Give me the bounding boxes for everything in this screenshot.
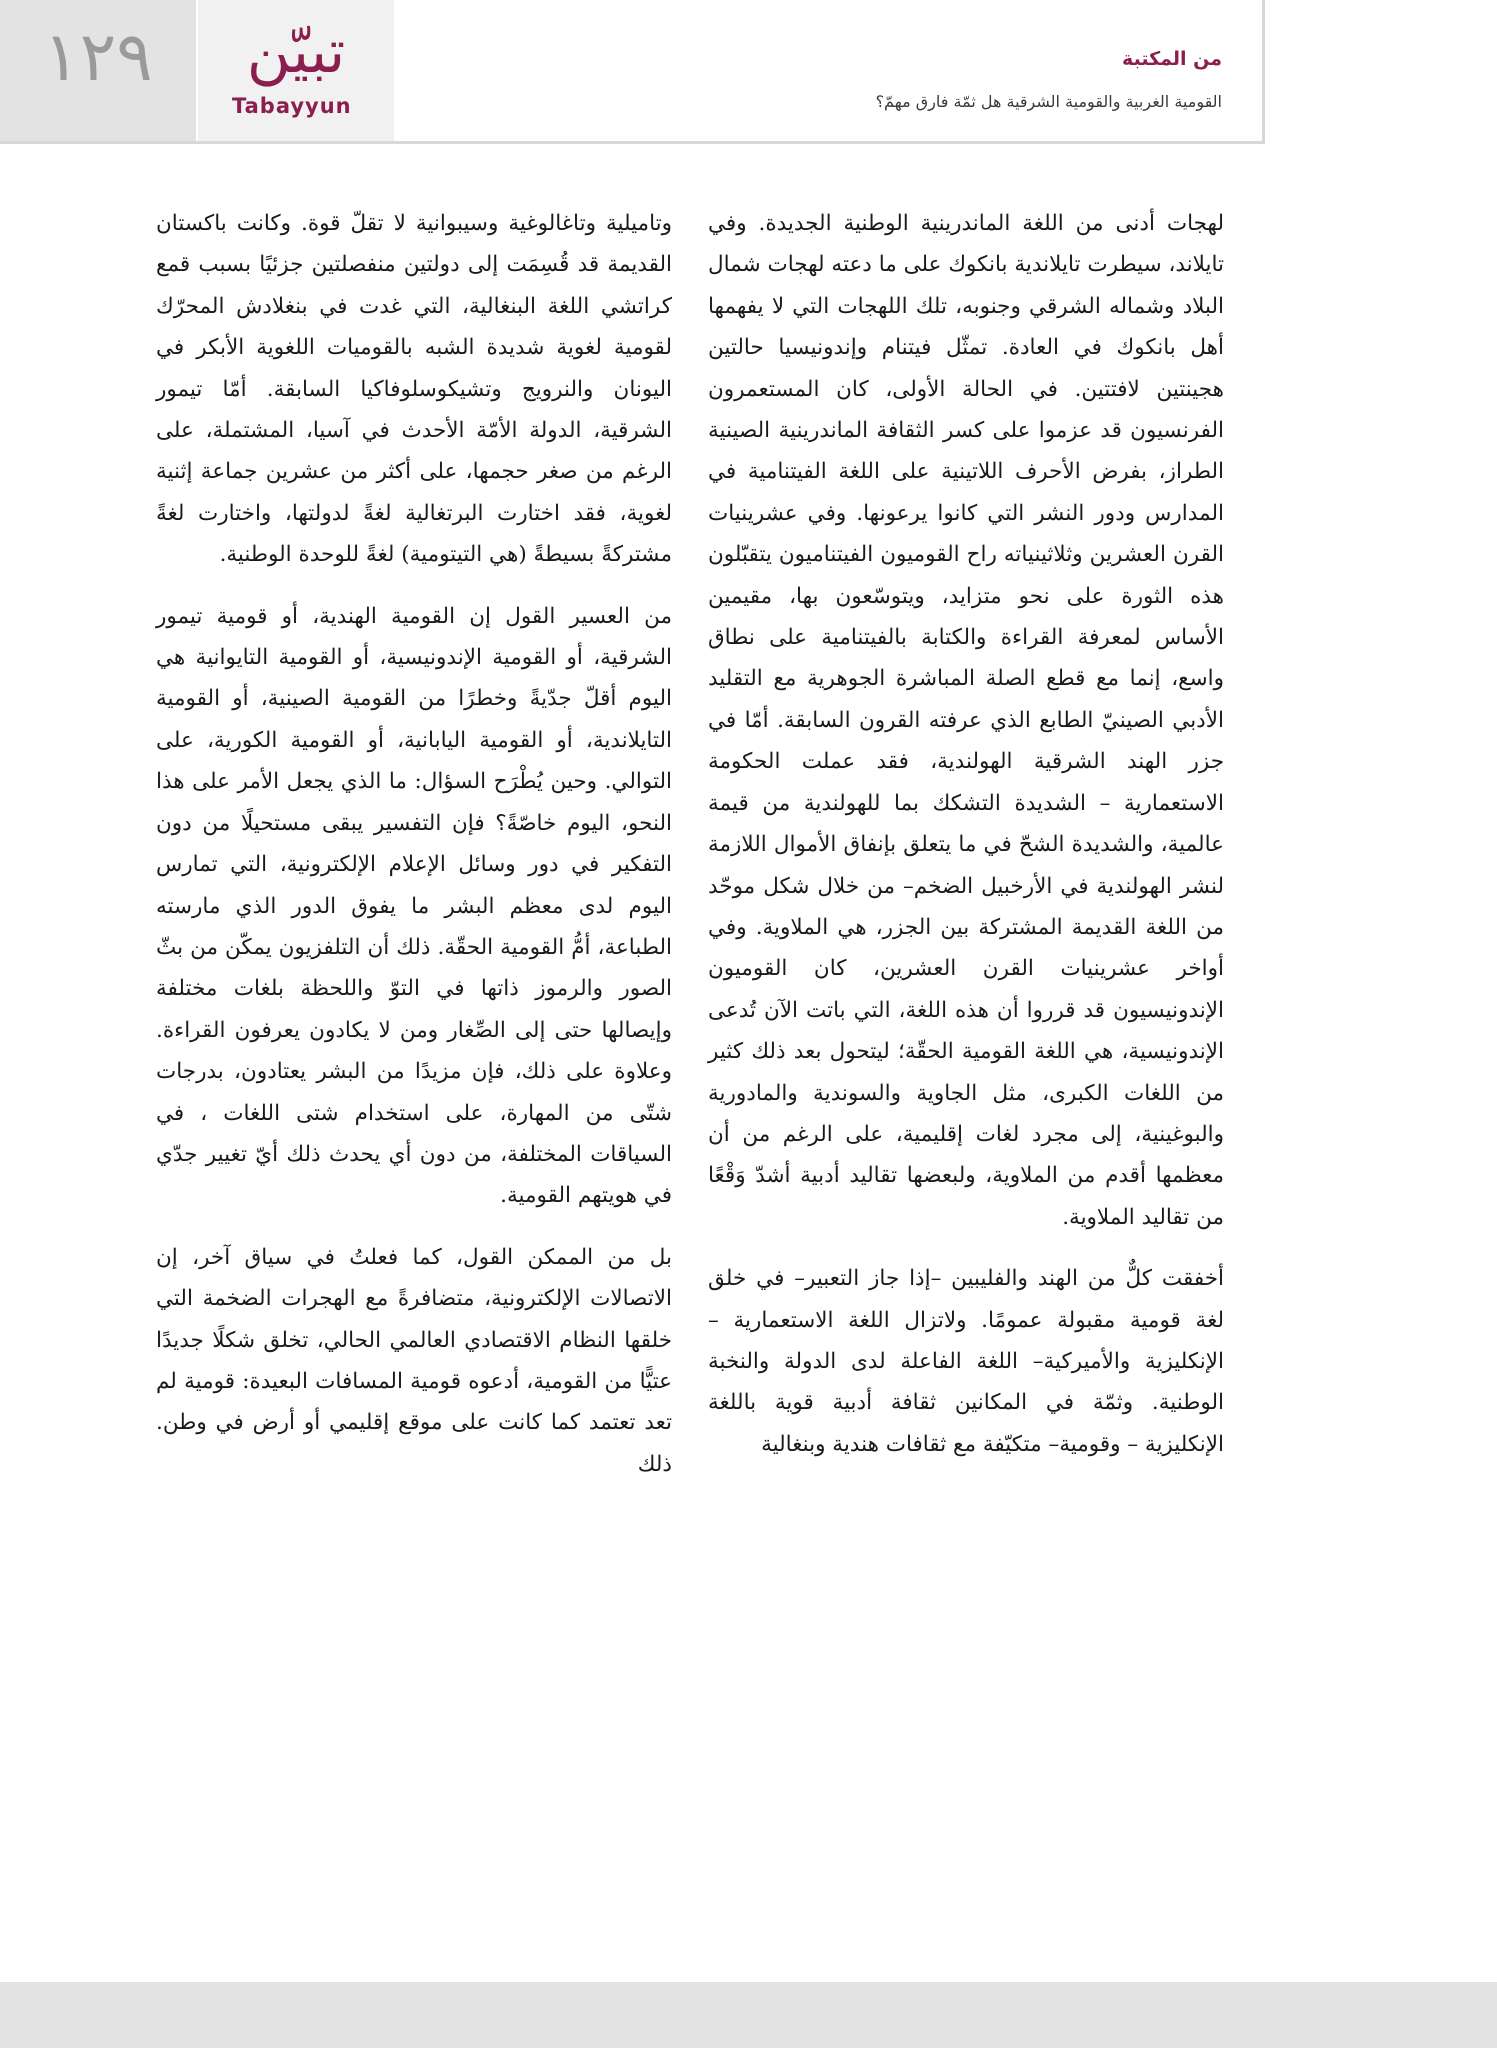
page-number: ١٢٩ — [43, 18, 153, 97]
page-number-box — [0, 0, 196, 142]
section-label: من المكتبة — [1122, 48, 1222, 70]
article-title: القومية الغربية والقومية الشرقية هل ثمّة فارق مهمّ؟ — [875, 92, 1222, 111]
logo-latin-wordmark: Tabayyun — [232, 94, 352, 118]
paragraph: أخفقت كلٌّ من الهند والفليبين –إذا جاز التعبير– في خلق لغة قومية مقبولة عمومًا. ولاتزال اللغة الاستعمارية – الإنكليزية والأميركية– اللغة الفاعلة لدى الدولة والنخبة الوطنية. وثمّة في المكانين ثقافة أدبية قوية باللغة الإنكليزية – وقومية– متكيّفة مع ثقافات هندية وبنغالية — [708, 1266, 1224, 1457]
paragraph: وتاميلية وتاغالوغية وسيبوانية لا تقلّ قوة. وكانت باكستان القديمة قد قُسِمَت إلى دولتين منفصلتين جزئيًا بسبب قمع كراتشي اللغة البنغالية، التي غدت في بنغلادش المحرّك لقومية لغوية شديدة الشبه بالقوميات اللغوية الأبكر في اليونان والنرويج وتشيكوسلوفاكيا السابقة. أمّا تيمور الشرقية، الدولة الأمّة الأحدث في آسيا، المشتملة، على الرغم من صغر حجمها، على أكثر من عشرين جماعة إثنية لغوية، فقد اختارت البرتغالية لغةً لدولتها، واختارت لغةً مشتركةً بسيطةً (هي التيتومية) لغةً للوحدة الوطنية. — [156, 211, 672, 568]
paragraph: من العسير القول إن القومية الهندية، أو قومية تيمور الشرقية، أو القومية الإندونيسية، أو القومية التايوانية هي اليوم أقلّ جدّيةً وخطرًا من القومية الصينية، أو القومية التايلاندية، أو القومية اليابانية، أو القومية الكورية، على التوالي. وحين يُطْرَح السؤال: ما الذي يجعل الأمر على هذا النحو، اليوم خاصّةً؟ فإن التفسير يبقى مستحيلًا من دون التفكير في دور وسائل الإعلام الإلكترونية، التي تمارس اليوم لدى معظم البشر ما يفوق الدور الذي مارسته الطباعة، أمُّ القومية الحقّة. ذلك أن التلفزيون يمكّن من بثّ الصور والرموز ذاتها في التوّ واللحظة بلغات مختلفة وإيصالها حتى إلى الصِّغار ومن لا يكادون يعرفون القراءة. وعلاوة على ذلك، فإن مزيدًا من البشر يعتادون، بدرجات شتّى من المهارة، على استخدام شتى اللغات ، في السياقات المختلفة، من دون أي يحدث ذلك أيّ تغيير جدّي في هويتهم القومية. — [156, 603, 672, 1209]
paragraph: بل من الممكن القول، كما فعلتُ في سياق آخر، إن الاتصالات الإلكترونية، متضافرةً مع الهجرات الضخمة التي خلقها النظام الاقتصادي العالمي الحالي، تخلق شكلًا جديدًا عتيًّا من القومية، أدعوه قومية المسافات البعيدة: قومية لم تعد تعتمد كما كانت على موقع إقليمي أو أرض في وطن. ذلك — [156, 1244, 672, 1477]
paragraph: لهجات أدنى من اللغة الماندرينية الوطنية الجديدة. وفي تايلاند، سيطرت تايلاندية بانكوك على ما دعته لهجات شمال البلاد وشماله الشرقي وجنوبه، تلك اللهجات التي لا يفهمها أهل بانكوك في العادة. تمثّل فيتنام وإندونيسيا حالتين هجينتين لافتتين. في الحالة الأولى، كان المستعمرون الفرنسيون قد عزموا على كسر الثقافة الماندرينية الصينية الطراز، بفرض الأحرف اللاتينية على اللغة الفيتنامية في المدارس ودور النشر التي كانوا يرعونها. وفي عشرينيات القرن العشرين وثلاثينياته راح القوميون الفيتناميون يتقبّلون هذه الثورة على نحو متزايد، ويتوسّعون بها، مقيمين الأساس لمعرفة القراءة والكتابة بالفيتنامية على نطاق واسع، إنما مع قطع الصلة المباشرة الجوهرية مع التقليد الأدبي الصينيّ الطابع الذي عرفته القرون السابقة. أمّا في جزر الهند الشرقية الهولندية، فقد عملت الحكومة الاستعمارية – الشديدة التشكك بما للهولندية من قيمة عالمية، والشديدة الشحّ في ما يتعلق بإنفاق الأموال اللازمة لنشر الهولندية في الأرخبيل الضخم– من خلال شكل موحّد من اللغة القديمة المشتركة بين الجزر، هي الملاوية. وفي أواخر عشرينيات القرن العشرين، كان القوميون الإندونيسيون قد قرروا أن هذه اللغة، التي باتت الآن تُدعى الإندونيسية، هي اللغة القومية الحقّة؛ ليتحول بعد ذلك كثير من اللغات الكبرى، مثل الجاوية والسوندية والمادورية والبوغينية، إلى مجرد لغات إقليمية، على الرغم من أن معظمها أقدم من الملاوية، ولبعضها تقاليد أدبية أشدّ وَقْعًا من تقاليد الملاوية. — [708, 211, 1224, 1230]
logo-arabic-wordmark: تبيّن — [246, 17, 346, 87]
footer-band — [0, 1982, 1497, 2048]
header-vertical-divider — [1262, 0, 1265, 144]
journal-logo — [198, 0, 394, 142]
running-header — [400, 0, 1262, 142]
header-divider — [0, 141, 1262, 144]
text-column-right — [708, 203, 1224, 1485]
text-column-left — [156, 203, 672, 1505]
